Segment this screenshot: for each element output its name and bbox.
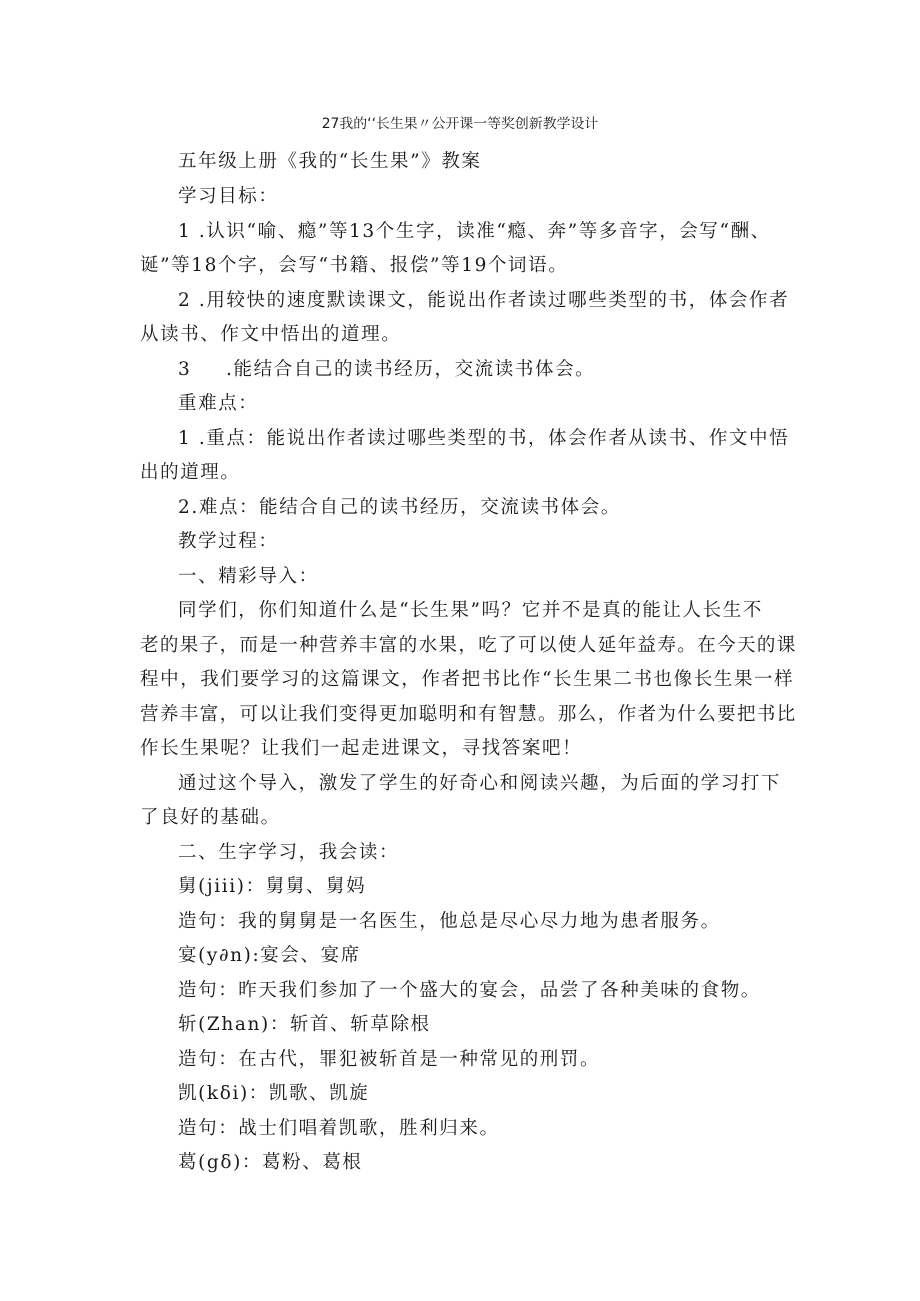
section-heading: 一、精彩导入：: [178, 566, 319, 587]
text-line: 通过这个导入，激发了学生的好奇心和阅读兴趣，为后面的学习打下: [178, 773, 782, 794]
text-line: 老的果子，而是一种营养丰富的水果，吃了可以使人延年益寿。在今天的课: [140, 635, 797, 656]
text-line: 了良好的基础。: [140, 807, 281, 828]
text-line: 2.难点：能结合自己的读书经历，交流读书体会。: [178, 497, 621, 518]
section-heading: 二、生字学习，我会读：: [178, 842, 400, 863]
vocab-entry: 凯(kδi)：凯歌、凯旋: [178, 1083, 370, 1104]
text-line: 从读书、作文中悟出的道理。: [140, 324, 402, 345]
text-line: 2 .用较快的速度默读课文，能说出作者读过哪些类型的书，体会作者: [178, 290, 790, 311]
text-line: .能结合自己的读书经历，交流读书体会。: [226, 359, 596, 380]
text-line: 同学们，你们知道什么是“长生果”吗？它并不是真的能让人长生不: [178, 600, 763, 621]
section-heading: 教学过程：: [178, 531, 279, 552]
vocab-entry: 葛(gδ)：葛粉、葛根: [178, 1152, 363, 1173]
text-line: 诞”等18个字，会写“书籍、报偿”等19个词语。: [140, 255, 569, 276]
example-sentence: 造句：战士们唱着凯歌，胜利归来。: [178, 1118, 500, 1139]
vocab-entry: 宴(y∂n):宴会、宴席: [178, 945, 361, 966]
text-line: 营养丰富，可以让我们变得更加聪明和有智慧。那么，作者为什么要把书比: [140, 704, 797, 725]
text-line: 作长生果呢？让我们一起走进课文，寻找答案吧！: [140, 738, 583, 759]
list-number: 3: [178, 359, 192, 380]
text-line: 出的道理。: [140, 462, 241, 483]
text-line: 1 .认识“喻、瘾”等13个生字，读准“瘾、奔”等多音字，会写“酬、: [178, 221, 771, 242]
example-sentence: 造句：我的舅舅是一名医生，他总是尽心尽力地为患者服务。: [178, 911, 721, 932]
example-sentence: 造句：在古代，罪犯被斩首是一种常见的刑罚。: [178, 1049, 601, 1070]
document-title: 27我的‘‘长生果〃公开课一等奖创新教学设计: [321, 116, 599, 132]
text-line: 1 .重点：能说出作者读过哪些类型的书，体会作者从读书、作文中悟: [178, 428, 790, 449]
vocab-entry: 斩(Zhan)：斩首、斩草除根: [178, 1014, 431, 1035]
vocab-entry: 舅(jiii)：舅舅、舅妈: [178, 876, 367, 897]
text-line: 五年级上册《我的“长生果”》教案: [178, 151, 482, 172]
text-line: 程中，我们要学习的这篇课文，作者把书比作“长生果二书也像长生果一样: [140, 669, 795, 690]
example-sentence: 造句：昨天我们参加了一个盛大的宴会，品尝了各种美味的食物。: [178, 980, 761, 1001]
section-heading: 重难点：: [178, 393, 259, 414]
text-line: 学习目标：: [178, 186, 279, 207]
